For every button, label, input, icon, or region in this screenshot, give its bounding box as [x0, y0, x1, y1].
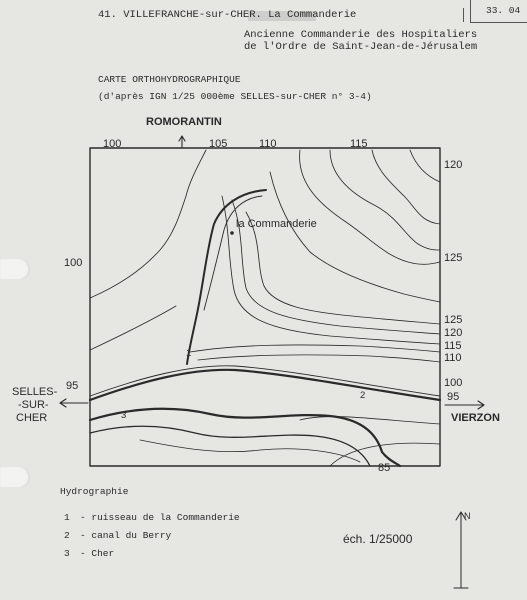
- stream-label-3: 3: [121, 410, 127, 421]
- map-title: CARTE ORTHOHYDROGRAPHIQUE: [98, 74, 241, 85]
- legend-item-2-number: 2: [64, 530, 70, 541]
- top-tick-105: 105: [209, 138, 228, 150]
- legend-item-1-label: - ruisseau de la Commanderie: [80, 512, 240, 523]
- label-romorantin: ROMORANTIN: [146, 116, 222, 128]
- map-source: (d'après IGN 1/25 000ème SELLES-sur-CHER n° 3-4): [98, 91, 372, 102]
- label-vierzon: VIERZON: [451, 412, 500, 424]
- right-tick-110: 110: [444, 352, 462, 364]
- ruisseau-de-la-commanderie: [187, 190, 266, 364]
- cher-island: [140, 440, 360, 462]
- label-selles-line3: CHER: [16, 412, 48, 424]
- legend-item-3-number: 3: [64, 548, 70, 559]
- label-selles-line2: -SUR-: [18, 399, 49, 411]
- right-tick-125-top: 125: [444, 252, 463, 264]
- left-value-95: 95: [66, 380, 79, 392]
- subtitle-line-1: Ancienne Commanderie des Hospitaliers: [244, 29, 478, 41]
- stream-label-1: 1: [186, 348, 192, 359]
- cher-south-bank: [90, 426, 370, 466]
- commanderie-site-marker: [230, 231, 234, 235]
- right-tick-115: 115: [444, 340, 462, 352]
- north-label: N: [464, 511, 471, 521]
- top-tick-110: 110: [259, 138, 277, 150]
- legend-item-3-label: - Cher: [80, 548, 115, 559]
- stream-label-2: 2: [360, 390, 366, 401]
- right-tick-95: 95: [447, 391, 460, 403]
- reference-number: 33. 04: [486, 5, 521, 16]
- canal-du-berry: [90, 370, 440, 400]
- top-tick-115: 115: [350, 138, 368, 150]
- label-la-commanderie: la Commanderie: [236, 218, 317, 230]
- legend-item-1-number: 1: [64, 512, 70, 523]
- contour-lines: [90, 150, 440, 466]
- top-tick-100: 100: [103, 138, 122, 150]
- ruisseau-bank: [204, 196, 262, 310]
- right-tick-100: 100: [444, 377, 463, 389]
- subtitle-line-2: de l'Ordre de Saint-Jean-de-Jérusalem: [244, 41, 478, 53]
- legend-title: Hydrographie: [60, 486, 129, 497]
- right-tick-125: 125: [444, 314, 463, 326]
- map-frame: [90, 148, 440, 466]
- bottom-tick-85: 85: [378, 462, 391, 474]
- left-tick-100: 100: [64, 257, 83, 269]
- legend-item-2-label: - canal du Berry: [80, 530, 172, 541]
- page-title: 41. VILLEFRANCHE-sur-CHER. La Commanderie: [98, 9, 357, 21]
- right-tick-120: 120: [444, 327, 463, 339]
- scale-label: éch. 1/25000: [343, 532, 413, 546]
- right-tick-120-top: 120: [444, 159, 463, 171]
- label-selles-line1: SELLES-: [12, 386, 58, 398]
